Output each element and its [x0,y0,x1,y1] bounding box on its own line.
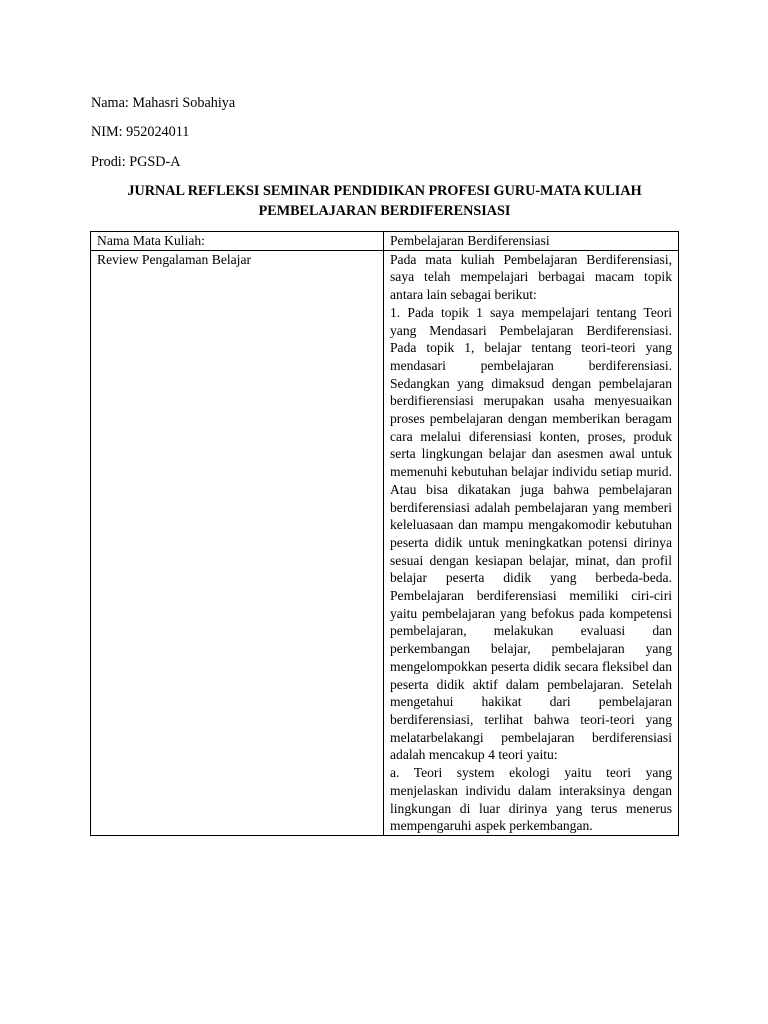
reflection-table [90,231,679,836]
learning-review-label: Review Pengalaman Belajar [91,250,384,835]
course-name-value: Pembelajaran Berdiferensiasi [384,232,679,251]
table-row-course-name [91,232,679,251]
document-title [91,181,678,221]
course-name-label: Nama Mata Kuliah: [91,232,384,251]
student-name: Nama: Mahasri Sobahiya [91,95,236,111]
learning-review-text [384,250,679,835]
review-paragraph-topic-1: 1. Pada topik 1 saya mempelajari tentang Teori yang Mendasari Pembelajaran Berdiferensiasi. Pada topik 1, belajar tentang teori-teori yang mendasari pembelajaran berdiferensiasi. Sedangkan yang dimaksud dengan pembelajaran berdifierensiasi merupakan usaha menyesuaikan proses pembelajaran dengan memberikan beragam cara melalui diferensiasi konten, proses, produk serta lingkungan belajar dan asesmen awal untuk memenuhi kebutuhan belajar individu setiap murid. Atau bisa dikatakan juga bahwa pembelajaran berdiferensiasi adalah pembelajaran yang memberi keleluasaan dan mampu mengakomodir kebutuhan peserta didik untuk meningkatkan potensi dirinya sesuai dengan kesiapan belajar, minat, dan profil belajar peserta didik yang berbeda-beda. Pembelajaran berdiferensiasi memiliki ciri-ciri yaitu pembelajaran yang befokus pada kompetensi pembelajaran, melakukan evaluasi dan perkembangan belajar, pembelajaran yang mengelompokkan peserta didik secara fleksibel dan peserta didik aktif dalam pembelajaran. Setelah mengetahui hakikat dari pembelajaran berdiferensiasi, terlihat bahwa teori-teori yang melatarbelakangi pembelajaran berdiferensiasi adalah mencakup 4 teori yaitu: [390,304,672,763]
table-row-learning-review [91,250,679,835]
student-prodi: Prodi: PGSD-A [91,154,181,170]
review-paragraph-intro: Pada mata kuliah Pembelajaran Berdiferensiasi, saya telah mempelajari berbagai macam topik antara lain sebagai berikut: [390,251,672,303]
document-title-line-1: JURNAL REFLEKSI SEMINAR PENDIDIKAN PROFESI GURU-MATA KULIAH [127,183,642,199]
document-title-line-2: PEMBELAJARAN BERDIFERENSIASI [258,203,511,219]
review-paragraph-theory-a: a. Teori system ekologi yaitu teori yang menjelaskan individu dalam interaksinya dengan lingkungan di luar dirinya yang terus menerus mempengaruhi aspek perkembangan. [390,765,672,834]
student-nim: NIM: 952024011 [91,124,190,140]
